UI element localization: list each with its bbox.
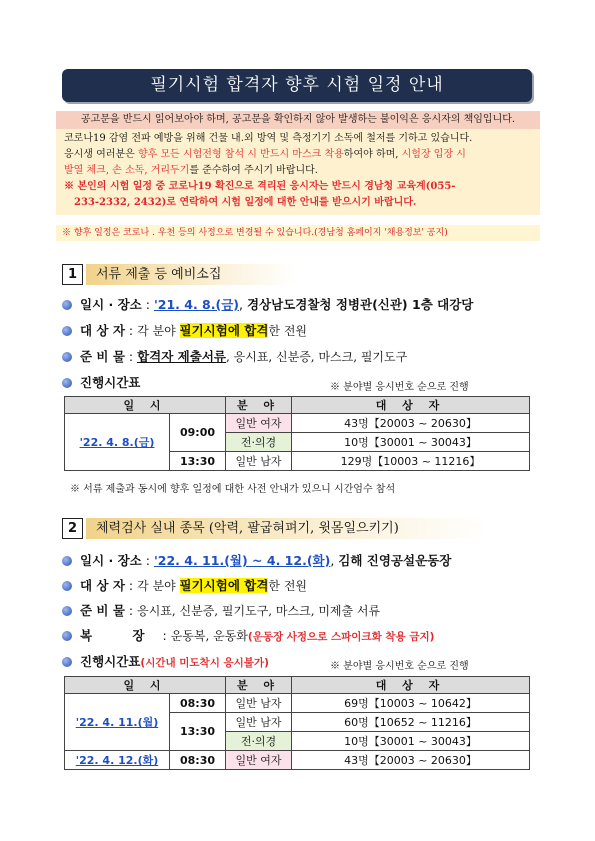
label: 진행시간표: [80, 654, 141, 669]
label: 일시 · 장소: [80, 553, 142, 568]
field-cell: 일반 남자: [226, 694, 292, 713]
field-cell: 일반 여자: [226, 751, 292, 770]
covid-warning: 233-2332, 2432)로 연락하여 시험 일정에 대한 안내를 받으시기 바랍니다.: [74, 197, 417, 208]
date-value: '22. 4. 11.(월) ~ 4. 12.(화): [153, 553, 331, 568]
schedule-change-notice: ※ 향후 일정은 코로나 ․ 우천 등의 사정으로 변경될 수 있습니다.(경남청 홈페이지 '채용정보' 공지): [56, 225, 540, 241]
label: 준 비 물: [80, 603, 125, 618]
text: 응시생 여러분은: [64, 149, 138, 160]
field-cell: 일반 남자: [226, 452, 292, 471]
label: 대 상 자: [80, 578, 125, 593]
text: 각 분야: [137, 579, 180, 593]
field-cell: 전·의경: [226, 732, 292, 751]
label: 대 상 자: [80, 323, 125, 338]
place-value: 경상남도경찰청 정병관(신관) 1층 대강당: [246, 297, 474, 312]
section-number: 1: [62, 264, 83, 285]
label: 준 비 물: [80, 349, 125, 364]
text: 한 전원: [268, 579, 307, 593]
target-cell: 129명【10003 ~ 11216】: [292, 452, 530, 471]
text: 한 전원: [268, 324, 307, 338]
header-cell: 일 시: [65, 397, 226, 414]
target-row: 대 상 자 : 각 분야 필기시험에 합격한 전원: [62, 322, 307, 340]
section-title: 체력검사 실내 종목 (악력, 팔굽혀펴기, 윗몸일으키기): [86, 518, 486, 539]
header-cell: 분 야: [226, 677, 292, 694]
late-warning: (시간내 미도착시 응시불가): [140, 657, 269, 669]
schedule-label-row: [62, 374, 140, 392]
bullet-icon: [62, 657, 72, 667]
page-title: 필기시험 합격자 향후 시험 일정 안내: [62, 69, 532, 102]
entry-emphasis: 발열 체크, 손 소독, 거리두기: [64, 165, 190, 176]
target-cell: 10명【30001 ~ 30043】: [292, 433, 530, 452]
bullet-icon: [62, 326, 72, 336]
target-cell: 43명【20003 ~ 20630】: [292, 414, 530, 433]
text: 응시표, 신분증, 필기도구, 마스크, 미제출 서류: [137, 604, 381, 618]
notice-line: 코로나19 감염 전파 예방을 위해 건물 내․외 방역 및 측정기기 소독에 철저를 기하고 있습니다.: [64, 133, 473, 144]
bullet-icon: [62, 581, 72, 591]
target-cell: 60명【10652 ~ 11216】: [292, 713, 530, 732]
text: 각 분야: [137, 324, 180, 338]
field-cell: 전·의경: [226, 433, 292, 452]
date-cell: '22. 4. 12.(화): [65, 751, 170, 770]
date-cell: '22. 4. 8.(금): [65, 414, 170, 471]
header-cell: 대 상 자: [292, 677, 530, 694]
footnote: ※ 서류 제출과 동시에 향후 일정에 대한 사전 안내가 있으니 시간엄수 참석: [70, 484, 396, 495]
schedule-note: ※ 분야별 응시번호 순으로 진행: [330, 661, 469, 672]
bullet-icon: [62, 556, 72, 566]
table-row: [65, 414, 530, 433]
covid-warning: ※ 본인의 시험 일정 중 코로나19 확진으로 격리된 응시자는 반드시 경남청 교육계(055-: [64, 181, 456, 192]
target-cell: 43명【20003 ~ 20630】: [292, 751, 530, 770]
required-docs: 합격자 제출서류: [137, 349, 226, 364]
table-header: [65, 677, 530, 694]
bullet-icon: [62, 606, 72, 616]
bullet-icon: [62, 352, 72, 362]
date-place-row: 일시 · 장소 : '22. 4. 11.(월) ~ 4. 12.(화), 김해 진영공설운동장: [62, 552, 451, 570]
section-title: 서류 제출 등 예비소집: [86, 264, 296, 285]
highlight-text: 필기시험에 합격: [179, 323, 269, 338]
schedule-table-2: [64, 676, 530, 770]
header-cell: 분 야: [226, 397, 292, 414]
schedule-table-1: [64, 396, 530, 471]
header-cell: 대 상 자: [292, 397, 530, 414]
target-row: 대 상 자 : 각 분야 필기시험에 합격한 전원: [62, 577, 307, 595]
time-cell: 13:30: [170, 713, 226, 751]
prep-row: 준 비 물 : 응시표, 신분증, 필기도구, 마스크, 미제출 서류: [62, 602, 380, 620]
date-place-row: 일시 · 장소 : '21. 4. 8.(금), 경상남도경찰청 정병관(신관) 1층 대강당: [62, 296, 473, 314]
table-header: [65, 397, 530, 414]
entry-emphasis: 시험장 입장 시: [401, 149, 466, 160]
target-cell: 10명【30001 ~ 30043】: [292, 732, 530, 751]
notice-line: [64, 147, 534, 163]
time-cell: 13:30: [170, 452, 226, 471]
header-cell: 일 시: [65, 677, 226, 694]
text: 하여야 하며,: [343, 149, 402, 160]
time-cell: 08:30: [170, 751, 226, 770]
notice-line: [64, 163, 534, 179]
section-number: 2: [62, 518, 83, 539]
target-cell: 69명【10003 ~ 10642】: [292, 694, 530, 713]
table-row: [65, 751, 530, 770]
table-row: [65, 694, 530, 713]
text: 운동복, 운동화: [170, 629, 248, 643]
spike-warning: (운동장 사정으로 스파이크화 착용 금지): [247, 631, 435, 643]
time-cell: 08:30: [170, 694, 226, 713]
label: 진행시간표: [80, 375, 141, 390]
bullet-icon: [62, 300, 72, 310]
notice-box: [56, 111, 540, 215]
place-value: 김해 진영공설운동장: [338, 553, 452, 568]
field-cell: 일반 여자: [226, 414, 292, 433]
date-cell: '22. 4. 11.(월): [65, 694, 170, 751]
bullet-icon: [62, 378, 72, 388]
prep-row: 준 비 물 : 합격자 제출서류, 응시표, 신분증, 마스크, 필기도구: [62, 348, 407, 366]
schedule-label-row: [62, 653, 269, 672]
notice-line: 공고문을 반드시 읽어보아야 하며, 공고문을 확인하지 않아 발생하는 불이익은 응시자의 책임입니다.: [56, 111, 540, 129]
date-value: '21. 4. 8.(금): [153, 297, 240, 312]
mask-emphasis: 향후 모든 시험전형 참석 시 반드시 마스크 착용: [137, 149, 344, 160]
time-cell: 09:00: [170, 414, 226, 452]
wear-row: 복 장: 운동복, 운동화(운동장 사정으로 스파이크화 착용 금지): [62, 627, 434, 646]
schedule-note: ※ 분야별 응시번호 순으로 진행: [330, 382, 469, 393]
text: 를 준수하여 주시기 바랍니다.: [189, 165, 318, 176]
label: 일시 · 장소: [80, 297, 142, 312]
highlight-text: 필기시험에 합격: [179, 578, 269, 593]
field-cell: 일반 남자: [226, 713, 292, 732]
bullet-icon: [62, 631, 72, 641]
text: , 응시표, 신분증, 마스크, 필기도구: [226, 350, 408, 364]
label: 복 장: [80, 628, 163, 643]
